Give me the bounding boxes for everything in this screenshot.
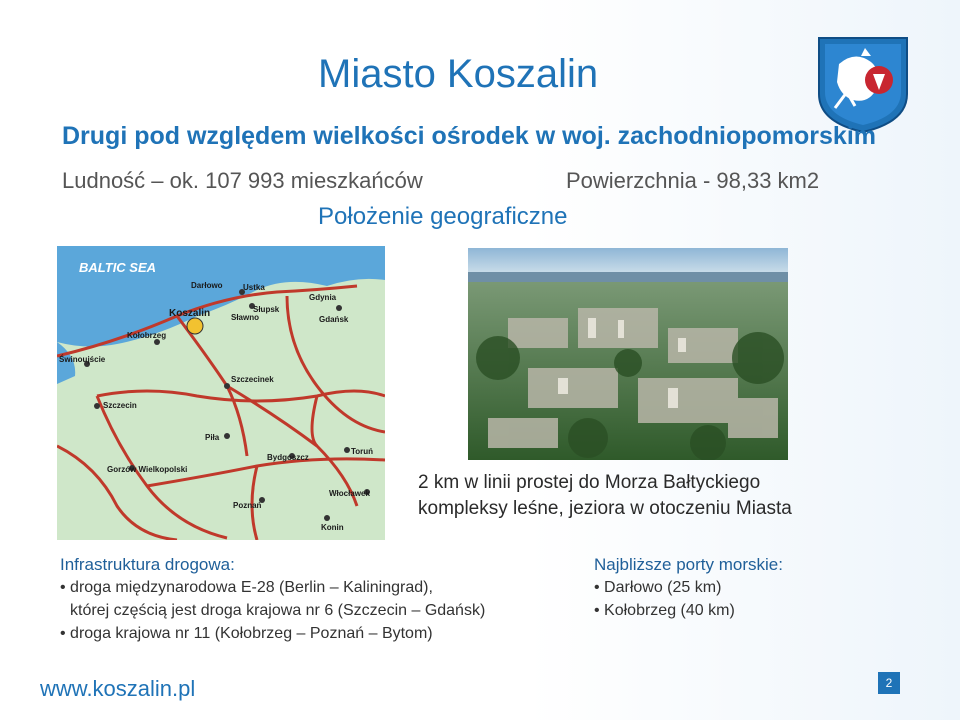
map-city: Słupsk — [253, 305, 280, 314]
page-number: 2 — [878, 672, 900, 694]
infrastructure-section — [60, 553, 485, 645]
map-city: Piła — [205, 433, 220, 442]
list-item — [60, 599, 485, 622]
desc-line: kompleksy leśne, jeziora w otoczeniu Miasta — [418, 498, 792, 519]
map-city: Świnoujście — [59, 355, 106, 364]
desc-line: 2 km w linii prostej do Morza Bałtyckiego — [418, 472, 761, 493]
list-item-text: Kołobrzeg (40 km) — [604, 602, 735, 619]
map-city: Szczecinek — [231, 375, 274, 384]
map-city: Szczecin — [103, 401, 137, 410]
geo-heading: Położenie geograficzne — [318, 203, 568, 230]
map-city: Sławno — [231, 313, 260, 322]
location-description — [418, 470, 792, 522]
map-city: Gdynia — [309, 293, 337, 302]
koszalin-crest-icon — [815, 34, 911, 134]
road-map — [57, 246, 385, 540]
list-item: • Darłowo (25 km) — [594, 579, 722, 596]
list-item-text: Darłowo (25 km) — [604, 579, 722, 596]
ports-heading: Najbliższe porty morskie: — [594, 555, 783, 574]
map-city: Bydgoszcz — [267, 453, 309, 462]
subtitle: Drugi pod względem wielkości ośrodek w woj. zachodniopomorskim — [62, 122, 877, 150]
area-text: Powierzchnia - 98,33 km2 — [566, 168, 820, 193]
list-item: • droga międzynarodowa E-28 (Berlin – Kaliningrad), — [60, 579, 433, 596]
map-city: Konin — [321, 523, 344, 532]
population-text: Ludność – ok. 107 993 mieszkańców — [62, 168, 423, 193]
map-city: Darłowo — [191, 281, 223, 290]
map-city: Włocławek — [329, 489, 370, 498]
list-item-text: droga krajowa nr 11 (Kołobrzeg – Poznań – Bytom) — [70, 625, 433, 642]
map-city: Kołobrzeg — [127, 331, 167, 340]
map-city: Poznań — [233, 501, 262, 510]
map-city: Gdańsk — [319, 315, 349, 324]
aerial-city-photo — [468, 248, 788, 460]
ports-section — [594, 553, 783, 622]
page-title: Miasto Koszalin — [318, 52, 599, 96]
map-city: Toruń — [351, 447, 374, 456]
list-item: • droga krajowa nr 11 (Kołobrzeg – Poznań – Bytom) — [60, 625, 433, 642]
map-city: Koszalin — [169, 308, 211, 319]
list-item: • Kołobrzeg (40 km) — [594, 602, 735, 619]
website-link[interactable]: www.koszalin.pl — [40, 676, 196, 701]
map-city: Gorzów Wielkopolski — [107, 465, 188, 474]
list-item-text: droga międzynarodowa E-28 (Berlin – Kaliningrad), — [70, 579, 433, 596]
map-city: Ustka — [243, 283, 265, 292]
infra-heading: Infrastruktura drogowa: — [60, 555, 235, 574]
list-item-text: której częścią jest droga krajowa nr 6 (Szczecin – Gdańsk) — [70, 602, 486, 619]
sea-label: BALTIC SEA — [79, 260, 157, 275]
